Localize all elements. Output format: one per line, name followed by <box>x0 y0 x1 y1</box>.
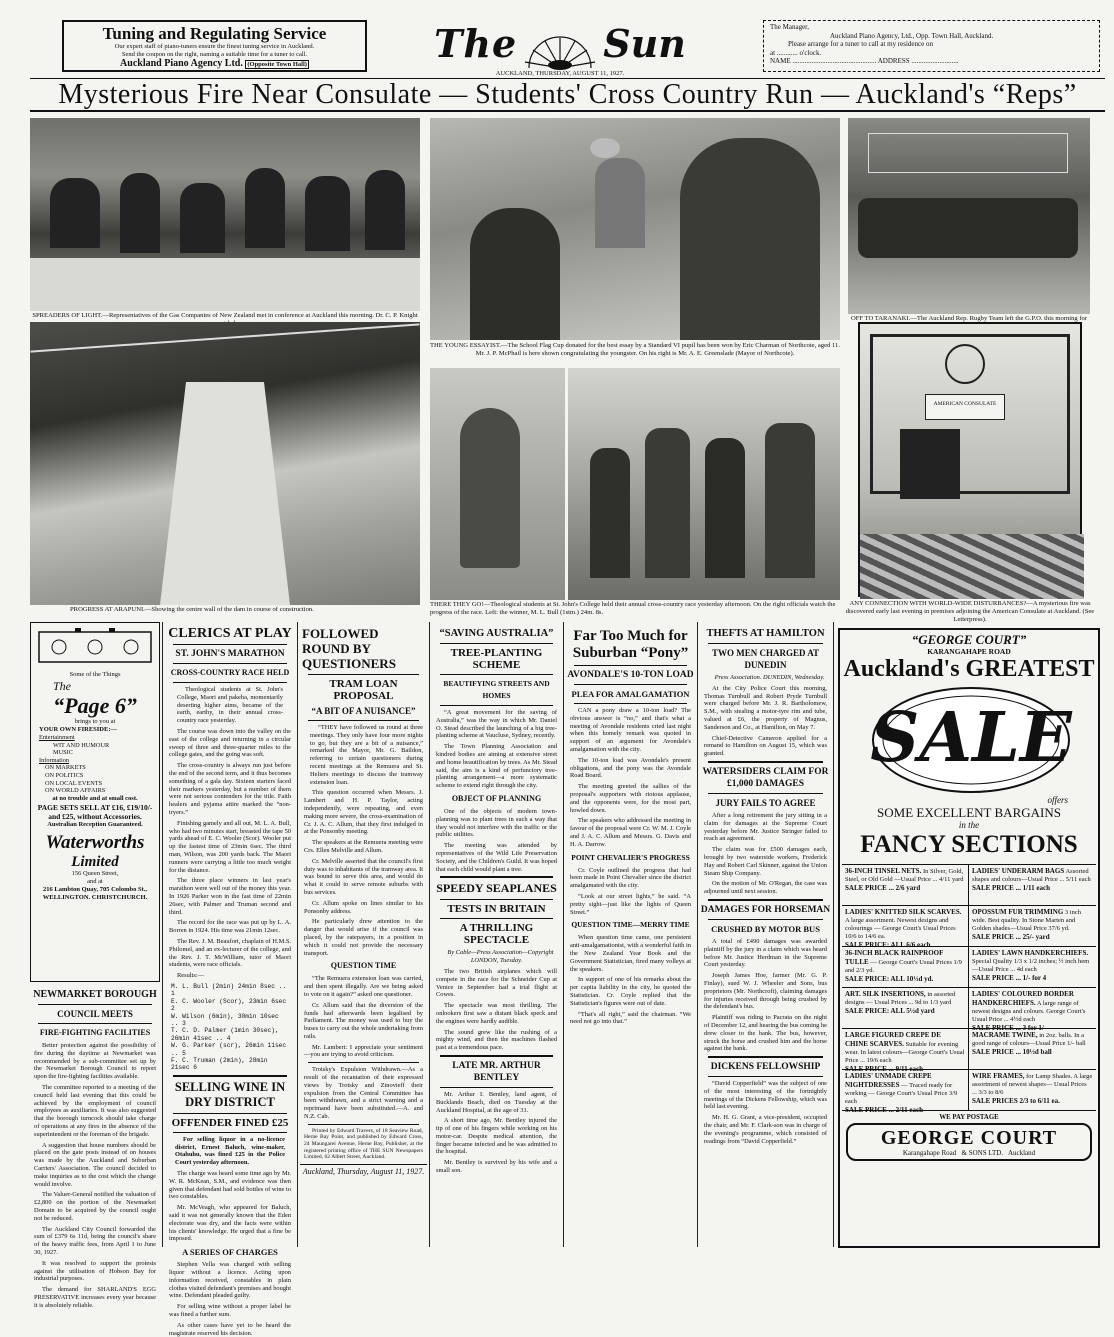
sun-emblem-icon <box>521 36 599 70</box>
column-rule <box>833 622 834 1247</box>
waterworths-addr1: 156 Queen Street, <box>71 869 119 877</box>
planning-subhead: OBJECT OF PLANNING <box>451 793 542 803</box>
gas-conference-photo <box>30 118 420 311</box>
ad-road: KARANGAHAPE ROAD <box>927 647 1011 656</box>
newmarket-egg-notice: The demand for SHARLAND'S EGG PRESERVATIVE increases every year because it is absolutely reliable. <box>34 1286 156 1309</box>
ad-item-price: SALE PRICE ... 3 for 1/- <box>972 1024 1047 1032</box>
saving-para: “A great movement for the saving of Australia,” was the way in which Mr. Daniel O. Stead described the launching of a big tree-planting scheme at Vaucluse, Sydney, recently. <box>436 709 557 740</box>
clerics-para: The cross-country is always run just before the end of the second term, and it thus becomes something of a gala day. Sixteen starters faced their markers yesterday, but a number of them were not serious contenders for the title. Faith healers and pyjama attire marked the “non-tryers.” <box>169 762 291 816</box>
result-row: F. C. Truman (2min), 28min 21sec 6 <box>171 1056 268 1072</box>
tuning-ad-line2: Send the coupon on the right, naming a suitable time for a tuner to call. <box>121 50 308 58</box>
page6-line-wit: WIT AND HUMOUR <box>53 741 110 749</box>
page6-line-local: ON LOCAL EVENTS <box>45 779 103 787</box>
chevalier-subhead: POINT CHEVALIER'S PROGRESS <box>571 852 690 862</box>
thefts-byline: Press Association. DUNEDIN, Wednesday. <box>714 674 825 681</box>
ad-item-desc: — George Court's Usual Prices 1/9 and 2/3 yd. <box>845 959 962 974</box>
thefts-para: At the City Police Court this morning, Thomas Turnbull and Robert Pryde Turnbull were charged before Mr. J. R. Bartholomew, S.M., with stealing a motor-tyre rim and tube, valued at £6, the property of Magnus, Sanderson and Co., at Hamilton, on May 7. <box>704 684 827 731</box>
ad-item-desc: Special Quality 1/3 x 1/2 inches; ½ inch hem —Usual Price ... 4d each <box>972 958 1090 973</box>
ad-item-price: SALE PRICE ... 2/11 each <box>845 1106 923 1114</box>
ad-item-name: WIRE FRAMES, <box>972 1072 1025 1080</box>
seaplanes-para: The sound grew like the rushing of a mighty wind, and then the machines flashed past at a tremendous pace. <box>436 1028 557 1052</box>
question-time-subhead: QUESTION TIME <box>330 961 397 971</box>
waterworths-addr2: and at <box>87 877 103 885</box>
ad-item-name: LADIES' UNMADE CREPE NIGHTDRESSES <box>845 1072 932 1089</box>
bentley-para: A short time ago, Mr. Bentley injured the tip of one of his fingers while working on his motor-car. Despite medical attention, the finger became infected and he was admitted to the hospital. <box>436 1117 557 1156</box>
newmarket-para: The committee reported to a meeting of the council held last evening that this could be achieved by the employment of council employees as auxiliaries. It was also suggested that the borough turncock should take charge of operations at any fires in the absence of the superintendent or the foreman of the brigade. <box>34 1083 156 1138</box>
newmarket-headline: NEWMARKET BOROUGH <box>33 989 157 1000</box>
ad-item-desc: Assorted shapes and colours—Usual Price ... 5/11 each <box>972 868 1091 883</box>
horseman-headline: DAMAGES FOR HORSEMAN <box>700 904 831 915</box>
dateline: AUCKLAND, THURSDAY, AUGUST 11, 1927. <box>495 70 625 77</box>
wine-para: As other cases have yet to be heard the magistrate reserved his decision. <box>169 1321 291 1337</box>
ad-offers: offers <box>1047 795 1068 805</box>
arapuni-dam-photo <box>30 322 420 605</box>
questioners-subhead2: “A BIT OF A NUISANCE” <box>311 706 416 716</box>
page6-line-information: Information <box>39 756 70 764</box>
pony-para: “That's all right,” said the chairman. “We need not go into that.” <box>570 1010 691 1026</box>
pony-para: “Look at our street lights,” he said. “A pretty sight—just like the lights of Queen Street.” <box>570 892 691 916</box>
ad-item-desc: A large assortment. Newest designs and colourings — George Court's Usual Prices 10/6 to 14/6 ea. <box>845 917 956 940</box>
ad-sale-word: SALE <box>870 698 1072 778</box>
questioners-para: Cr. Allum said that the diversion of the funds had afterwards been legalised by Parliament. The money was used to buy the buses to carry out the whole undertaking from rails. <box>304 1001 423 1040</box>
newmarket-subhead: COUNCIL MEETS <box>57 1009 133 1019</box>
merry-time-subhead: QUESTION TIME—MERRY TIME <box>571 920 690 930</box>
thefts-para: Chief-Detective Cameron applied for a remand to Hamilton on August 15, which was granted. <box>704 734 827 758</box>
waterworths-logo: Waterworths <box>45 831 145 853</box>
questioners-para: The speakers at the Remuera meeting were Crs. Ellen Melville and Allum. <box>304 839 423 854</box>
clerics-headline: CLERICS AT PLAY <box>168 626 292 641</box>
printer-imprint: Printed by Edward Travers, of 18 Seaview Road, Herne Bay Point, and published by Edward Cross, 24 Maungarei Avenue, Herne Bay, Publisher, at the registered printing office of THE SUN Newspapers Limited, 62 Albert Street, Auckland. <box>304 1127 423 1161</box>
results-label: Results:— <box>177 972 204 980</box>
coupon-name-label: NAME <box>770 57 791 65</box>
dickens-headline: DICKENS FELLOWSHIP <box>710 1062 821 1073</box>
saving-headline: “SAVING AUSTRALIA” <box>439 628 554 639</box>
pony-subhead: AVONDALE'S 10-TON LOAD <box>567 670 694 680</box>
page6-guarantee: Australian Reception Guaranteed. <box>47 820 143 828</box>
page6-line-world: ON WORLD AFFAIRS <box>45 787 106 795</box>
pony-para: In support of one of his remarks about the per capita liability in the city, he quoted the Statistician. Cr. Coyle replied that the Statistician's figures were out of date. <box>570 976 691 1007</box>
ad-item <box>842 947 969 988</box>
saving-subhead2: BEAUTIFYING STREETS AND HOMES <box>443 679 550 700</box>
page6-line-entertainment: Entertainment <box>39 734 75 741</box>
ad-item <box>842 1070 969 1114</box>
watersiders-para: On the motion of Mr. O'Regan, the case was adjourned until next session. <box>704 880 827 896</box>
pony-para: The meeting greeted the sallies of the proposal's supporters with riotous applause, and the opponents were, for the most part, howled down. <box>570 783 691 814</box>
ad-item-desc: 3 inch wide. Best quality. In Stone Marten and Golden shades—Usual Price 37/6 yd. <box>972 909 1081 932</box>
newmarket-subhead2: FIRE-FIGHTING FACILITIES <box>39 1028 151 1037</box>
clerics-para: Finishing gamely and all out, M. L. A. Bull, who had two minutes start, breasted the tape 50 yards ahead of E. C. Wooler (Scor). Wooler put up the fastest time of 23min 6sec. The third man, Wilson, was 200 yards back. The Maori runners were carrying a little too much weight for the distance. <box>169 819 291 874</box>
wine-para: For selling wine without a proper label he was fined a further sum. <box>169 1303 291 1318</box>
ad-item-name: LADIES' LAWN HANDKERCHIEFS. <box>972 949 1089 957</box>
wine-subhead: OFFENDER FINED £25 <box>171 1116 289 1129</box>
ad-footer-logo <box>846 1123 1092 1161</box>
ad-item-price: SALE PRICE ... 1/- for 4 <box>972 974 1047 982</box>
newmarket-para: The Valuer-General notified the valuation of £2,800 on the portion of the Newmarket Domain to be acquired by the council ought not be reduced. <box>34 1191 156 1222</box>
waterworths-limited: Limited <box>71 853 119 870</box>
newmarket-para: It was resolved to support the protests against the utilisation of Hobson Bay for industrial purposes. <box>34 1259 156 1283</box>
ad-item-desc: A large range of newest designs and colours. George Court's Usual Price ... 4½d each <box>972 1000 1086 1023</box>
page6-the: The <box>53 679 71 693</box>
dickens-para: “David Copperfield” was the subject of one of the most interesting of the fortnightly meetings of the Dickens Fellowship, which was held last evening. <box>704 1080 827 1111</box>
ad-bargains: SOME EXCELLENT BARGAINS <box>877 805 1061 820</box>
dickens-para: Mr. H. G. Grant, a vice-president, occupied the chair, and Mr. F. Clark-son was in charge of the evening's programme, which consisted of readings from “David Copperfield.” <box>704 1114 827 1145</box>
ad-fancy-sections: FANCY SECTIONS <box>860 831 1078 858</box>
column-clerics-wine <box>165 622 295 1337</box>
result-row: M. L. Bull (2min) 24min 8sec .. 1 <box>171 982 287 998</box>
ad-item-name: MACRAME TWINE, <box>972 1031 1038 1039</box>
ad-item <box>969 988 1096 1032</box>
ad-item-price: SALE PRICE: ALL 5½d yard <box>845 1007 935 1015</box>
pony-para: When question time came, one persistent anti-amalgamationist, with a wonderful faith in the New Zealand Year Book and the Government Statistician, fired many volleys at the speakers. <box>570 934 691 973</box>
watersiders-headline: WATERSIDERS CLAIM FOR £1,000 DAMAGES <box>702 766 829 789</box>
ad-item-price: SALE PRICE: ALL 6/6 each <box>845 941 931 949</box>
ad-item <box>842 906 969 947</box>
result-row: W. G. Parker (scr), 26min 11sec .. 5 <box>171 1042 287 1057</box>
questioners-para: Cr. Allum spoke on lines similar to his Ponsonby address. <box>304 899 423 915</box>
waterworths-addr3: 216 Lambton Quay, 705 Colombo St., <box>42 885 148 893</box>
seaplanes-byline: By Cable—Press Association—Copyright LONDON, Tuesday. <box>447 949 554 965</box>
arapuni-caption: PROGRESS AT ARAPUNI.—Showing the centre wall of the dam in course of construction. <box>70 606 314 613</box>
ad-item <box>842 1029 969 1073</box>
ad-item <box>842 988 969 1029</box>
paper-title-the: The <box>434 21 518 66</box>
result-row: W. Wilson (6min), 30min 10sec .. 3 <box>171 1012 279 1027</box>
thefts-headline: THEFTS AT HAMILTON <box>706 628 825 639</box>
essay-caption: THE YOUNG ESSAYIST.—The School Flag Cup donated for the best essay by a Standard VI pupil has been won by Eric Charman of Northcote, aged 11. Mr. J. P. McPhail is here shown congratulating the youngster. On his right is Mr. A. E. Greenslade (Mayor of Northcote). <box>430 342 840 357</box>
wine-headline: SELLING WINE IN DRY DISTRICT <box>174 1079 286 1109</box>
ad-item <box>969 1070 1096 1111</box>
saving-para: One of the objects of modern town-planning was to plant trees in such a way that they would not interfere with the traffic or the public utilities. <box>436 807 557 839</box>
ad-item-desc: Suitable for evening wear. In latest colours—George Court's Usual Price ... 19/6 each <box>845 1041 965 1064</box>
ad-item-price: SALE PRICES 2/3 to 6/11 ea. <box>972 1097 1060 1105</box>
column-rule <box>297 622 298 1247</box>
pony-headline: Far Too Much for Suburban “Pony” <box>572 628 689 661</box>
ad-item <box>842 865 969 906</box>
ad-footer-city: Auckland <box>1007 1149 1036 1157</box>
fire-caption: ANY CONNECTION WITH WORLD-WIDE DISTURBANCES?—A mysterious fire was discovered early last evening in premises adjoining the American Consulate at Auckland. (See Letterpress). <box>845 600 1095 623</box>
page6-line-politics: ON POLITICS <box>45 771 84 779</box>
column-thefts-hamilton <box>700 622 831 1247</box>
horseman-subhead: CRUSHED BY MOTOR BUS <box>711 923 820 934</box>
ad-brand: “GEORGE COURT” <box>911 632 1027 647</box>
paper-title-sun: Sun <box>603 21 686 66</box>
waterworths-addr4: WELLINGTON. CHRISTCHURCH. <box>42 893 148 901</box>
ad-postage: WE PAY POSTAGE <box>939 1114 999 1121</box>
ad-item-price: SALE PRICE: ALL 10½d yd. <box>845 975 934 983</box>
main-headline: Mysterious Fire Near Consulate — Students' Cross Country Run — Auckland's “Reps” <box>58 79 1077 110</box>
watersiders-para: After a long retirement the jury sitting in a claim for damages at the Supreme Court yesterday before Mr. Justice Stringer failed to reach an agreement. <box>704 811 827 843</box>
bentley-para: Mr. Bentley is survived by his wife and a small son. <box>436 1159 557 1175</box>
page6-intro: Some of the Things <box>69 671 121 678</box>
coupon-to: The Manager, <box>770 23 809 31</box>
paper-title <box>425 22 695 68</box>
column-questioners <box>300 622 427 1247</box>
questioners-headline: FOLLOWED ROUND BY QUESTIONERS <box>302 626 396 671</box>
cross-country-photo <box>430 368 840 600</box>
ad-item-name: LADIES' KNITTED SILK SCARVES. <box>845 908 962 916</box>
questioners-para: Cr. Melville asserted that the council's first duty was to inhabitants of the tramway area. It was bound to serve this area, and would do what it could to serve remote suburbs with bus services. <box>304 857 423 896</box>
clerics-intro: Theological students at St. John's College, Maori and pakeha, momentarily deserting higher aims, became of the earth, earthy, in their annual cross-country race yesterday. <box>177 686 283 725</box>
coupon-address-line: Auckland Piano Agency, Ltd., Opp. Town Hall, Auckland. <box>830 31 994 40</box>
tuning-ad <box>62 20 367 72</box>
trotsky-note: Trotsky's Expulsion Withdrawn.—As a result of the recantation of their expressed views by Trotsky and Zinovieff their expulsion from the Central Committee has been withdrawn, and a strict warning and a reprimand have been substituted.—A. and N.Z. Cab. <box>304 1066 423 1121</box>
jury-subhead: JURY FAILS TO AGREE <box>715 797 816 808</box>
column-rule <box>697 622 698 1247</box>
essayist-photo <box>430 118 840 340</box>
ad-item <box>969 906 1096 947</box>
ad-item-desc: for Lamp Shades. A large assortment of newest shapes— Usual Prices ... 3/3 to 8/6 <box>972 1073 1093 1096</box>
coupon-request: Please arrange for a tuner to call at my residence on <box>788 40 933 48</box>
newmarket-para: A suggestion that house numbers should be placed on the gate posts instead of on houses was made by the Auckland and Suburban Carriers' Association. The council decided to make inquiries as to the cost which the change would involve. <box>34 1141 156 1188</box>
saving-para: The meeting was attended by representatives of the Wild Life Preservation Society, and the Children's Guild. It was hoped that each child would plant a tree. <box>436 842 557 873</box>
ad-greatest: Auckland's GREATEST <box>843 656 1095 682</box>
pony-para: The speakers who addressed the meeting in favour of the proposal were Cr. W. M. J. Coyle and J. A. C. Allum and Messrs. G. Davis and H. A. Darrow. <box>570 817 691 848</box>
horseman-para: Joseph James Hoe, farmer (Mr. G. P. Finlay), sued W. J. Wheeler and Sons, bus proprietors (Mr. Northcroft), claiming damages for injuries received through being crushed by the defendant's bus. <box>704 972 827 1011</box>
tuning-ad-line1: Our expert staff of piano-tuners ensure the finest tuning service in Auckland. <box>114 43 315 50</box>
ad-item-name: LADIES' UNDERARM BAGS <box>972 867 1065 875</box>
column-rule <box>563 622 564 1247</box>
page6-line-markets: ON MARKETS <box>45 764 86 772</box>
column-suburban-pony <box>566 622 695 1247</box>
ad-item-name: 36-INCH BLACK RAINPROOF TULLE <box>845 949 944 966</box>
horseman-para: Plaintiff was riding to Pacrata on the night of December 12, and hearing the bus coming he drew closer to the bank. The bus, however, struck the horse and crushed him and the horse against the bank. <box>704 1014 827 1053</box>
column-saving-australia <box>432 622 561 1247</box>
ad-item-desc: — Traced ready for working — George Court's Usual Price 3/9 each <box>845 1082 958 1105</box>
page-footer-date: Auckland, Thursday, August 11, 1927. <box>300 1164 427 1176</box>
questioners-para: Mr. Lambert: I appreciate your sentiment—you are trying to avoid criticism. <box>304 1043 423 1059</box>
consulate-fire-photo <box>858 322 1082 597</box>
ad-in-the: in the <box>958 820 980 830</box>
ad-item-name: ART. SILK INSERTIONS, <box>845 990 926 998</box>
clerics-para: The course was down into the valley on the east of the college and returning in a circular sweep of three and three-quarter miles to the college gates, and the going was soft. <box>169 727 291 759</box>
ad-item <box>969 865 1096 906</box>
wine-intro: For selling liquor in a no-licence district, Ernest Baluch, wine-maker, Otahuhu, was fined £25 in the Police Court yesterday afternoon. <box>175 1135 285 1167</box>
newmarket-para: The Auckland City Council forwarded the sum of £379 6s 11d, being the council's share of the heavy traffic fees, from April 1 to June 30, 1927. <box>34 1225 156 1256</box>
ad-footer-sons: & SONS LTD. <box>961 1149 1004 1157</box>
column-page6-newmarket <box>30 622 160 1309</box>
page6-fireside: YOUR OWN FIRESIDE:— <box>39 726 118 733</box>
ad-item-name: LARGE FIGURED CREPE DE CHINE SCARVES. <box>845 1031 941 1048</box>
ad-item-price: SALE PRICE ... 1/11 each <box>972 884 1050 892</box>
ad-item <box>969 947 1096 988</box>
gas-caption: SPREADERS OF LIGHT.—Representatives of the Gas Companies of New Zealand met in conference at Auckland this morning. Dr. C. P. Knight <box>32 312 418 319</box>
wine-para: The charge was heard some time ago by Mr. W. R. McKean, S.M., and evidence was then given that defendant had sold bottles of wine to two constables. <box>169 1169 291 1201</box>
ad-items-grid <box>842 864 1096 1114</box>
seaplanes-para: The spectacle was most thrilling. The onlookers first saw a distant black speck and the engines were hardly audible. <box>436 1002 557 1025</box>
ad-item <box>969 1029 1096 1070</box>
questioners-para: “The Remuera extension loan was carried, and then spent illegally. Are we being asked to vote on it again?” asked one questioner. <box>304 975 423 998</box>
tuning-ad-title: Tuning and Regulating Service <box>102 24 327 43</box>
coupon-address-label: ADDRESS <box>877 57 910 65</box>
seaplanes-para: The two British airplanes which will compete in the race for the Schneider Cup at Venice in September had a trial flight at Cowes. <box>436 967 557 999</box>
result-row: T. C. D. Palmer (1min 30sec), 26min 41sec .. 4 <box>171 1027 279 1042</box>
ad-footer-road: Karangahape Road <box>902 1149 957 1157</box>
questioners-para: This question occurred when Messrs. J. Lambert and H. P. Taylor, acting independently, were repeating, and even making more severe, the cross-examination of Cr. J. A. C. Allum, that they first indulged in at the Ponsonby meeting. <box>304 789 423 836</box>
wine-subhead3: A SERIES OF CHARGES <box>182 1247 278 1258</box>
thefts-subhead: TWO MEN CHARGED AT DUNEDIN <box>711 648 820 670</box>
pony-para: The 10-ton load was Avondale's present obligations, and the pony was the Avondale Road Board. <box>570 756 691 780</box>
page6-ad <box>30 622 160 982</box>
page6-price: PAGE SETS SELL AT £16, £19/10/- and £25, without Accessories. <box>37 802 153 821</box>
clerics-para: The Rev. J. M. Beaufort, chaplain of H.M.S. Philomel, and an ex-lecturer of the college, and the Rev. J. T. McWilliam, tutor of Maori students, were race officials. <box>169 937 291 969</box>
questioners-para: He particularly drew attention to the danger that would arise if the council was placed, by the ratepayers, in a position in which it could not provide the necessary transport. <box>304 918 423 957</box>
bentley-headline: LATE MR. ARTHUR BENTLEY <box>452 1060 541 1083</box>
ad-item-name: OPOSSUM FUR TRIMMING <box>972 908 1064 916</box>
page6-cost: at no trouble and at small cost. <box>52 794 138 802</box>
bentley-para: Mr. Arthur I. Bentley, land agent, of Bucklands Beach, died on Tuesday at the Auckland Hospital, at the age of 31. <box>436 1090 557 1114</box>
ad-item-name: 36-INCH TINSEL NETS. <box>845 867 922 875</box>
seaplanes-subhead: TESTS IN BRITAIN <box>447 903 546 916</box>
ad-item-desc: in 2oz. balls. In a good range of colours—Usual Price 1/- ball <box>972 1032 1086 1047</box>
ad-item-desc: In Silver, Gold, Steel, or Old Gold —Usual Price ... 4/11 yard <box>845 868 964 883</box>
rugby-team-photo <box>848 118 1090 314</box>
saving-subhead: TREE-PLANTING SCHEME <box>450 647 543 671</box>
pony-para: Cr. Coyle outlined the progress that had been made in Point Chevalier since the district amalgamated with the city. <box>570 866 691 890</box>
wine-para: Stephen Vella was charged with selling liquor without a licence. Acting upon information received, constables in plain clothes visited defendant's premises and bought wine. Defendant pleaded guilty. <box>169 1261 291 1300</box>
questioners-subhead: TRAM LOAN PROPOSAL <box>329 678 398 702</box>
consulate-sign: AMERICAN CONSULATE <box>925 394 1005 420</box>
seaplanes-headline: SPEEDY SEAPLANES <box>436 881 557 896</box>
coupon-time: at ............ o'clock. <box>770 48 822 57</box>
horseman-para: A total of £490 damages was awarded plaintiff by the jury in a claim which was heard before Mr. Justice Herdman in the Supreme Court yesterday. <box>704 937 827 969</box>
rugby-caption: OFF TO TARANAKI.—The Auckland Rep. Rugby Team left the G.P.O. this morning for <box>850 315 1088 322</box>
clerics-para: The record for the race was put up by L. A. Borren in 1924. His time was 21min 12sec. <box>169 919 291 935</box>
ad-footer-brand: GEORGE COURT <box>880 1127 1058 1149</box>
ad-item-price: SALE PRICE ... 9/11 each <box>845 1065 923 1073</box>
watersiders-para: The claim was for £500 damages each, brought by two waterside workers, Frederick Hay and Robert Carl Skinner, against the Union Steam Ship Company. <box>704 846 827 877</box>
headline-rule <box>30 110 1105 112</box>
run-caption: THERE THEY GO!—Theological students at St. John's College held their annual cross-country race yesterday afternoon. On the right officials watch the progress of the race. Left: the winner, M. L. Bull (1stm.) 24m. 8s. <box>430 601 836 616</box>
column-rule <box>162 622 163 1247</box>
result-row: E. C. Wooler (Scor), 23min 6sec 2 <box>171 997 287 1013</box>
pony-intro: CAN a pony draw a 10-ton load? The obvious answer is “no,” and that's what a meeting of Avondale residents cried last night when this homely remark was quoted in support of an argument for Avondale's amalgamation with the city. <box>570 707 691 753</box>
page6-title: “Page 6” <box>53 693 137 718</box>
tuning-ad-company: Auckland Piano Agency Ltd. <box>120 58 243 69</box>
saving-para: The Town Planning Association and kindred bodies are aiming at extensive street and home beautification by trees. As Mr. Stead said, the aim is a kind of perfunctory tree-planting arrangement—a more systematic scheme to extend right through the city. <box>436 743 557 790</box>
clerics-para: The three place winners in last year's marathon were well out of the money this year. In 1926 Parker won in the fast time of 22min 26sec, with Palmer and Truman second and third. <box>169 877 291 916</box>
tuning-ad-opposite: (Opposite Town Hall) <box>247 61 307 68</box>
column-rule <box>429 622 430 1247</box>
clerics-subhead: ST. JOHN'S MARATHON <box>175 649 285 659</box>
ad-item-name: LADIES' COLOURED BORDER HANDKERCHIEFS. <box>972 990 1074 1007</box>
ad-item-price: SALE PRICE ... 10½d ball <box>972 1048 1052 1056</box>
clerics-subhead2: CROSS-COUNTRY RACE HELD <box>170 668 290 677</box>
page6-line-music: MUSIC <box>53 749 73 757</box>
ad-item-price: SALE PRICE ... 2/6 yard <box>845 884 921 892</box>
ad-item-price: SALE PRICE ... 25/- yard <box>972 933 1050 941</box>
seaplanes-subhead2: A THRILLING SPECTACLE <box>459 922 534 947</box>
ad-item-desc: in assorted designs — Usual Prices ... 9d to 1/3 yard <box>845 991 956 1006</box>
tuner-coupon[interactable]: The Manager, Auckland Piano Agency, Ltd., Opp. Town Hall, Auckland. Please arrange for a tuner to call at my residence on at ............ o'clock. NAME ................................................ ADDRESS ........................... <box>763 20 1100 72</box>
page6-brings: brings to you at <box>74 718 116 725</box>
radio-set-icon <box>35 626 155 666</box>
wine-para: Mr. McVeagh, who appeared for Baluch, said it was not generally known that the Eden electorate was dry, and the facts were within his clients' knowledge. He urged that a fine be imposed. <box>169 1204 291 1243</box>
george-court-ad <box>838 628 1100 1248</box>
newmarket-para: Better protection against the possibility of fire during the daytime at Newmarket was recommended by a sub-committee set up by the Newmarket Borough Council to report upon the fire-fighting facilities available. <box>34 1042 156 1081</box>
questioners-intro: “THEY have followed us round at three meetings. They only have four more nights to go, but they are a bit of a nuisance,” remarked the Mayor, Mr. G. Baildon, referring to certain questioners during recent meetings at the Remuera and St. Heliers meetings to discuss the tramway extension loan. <box>310 724 423 786</box>
pony-subhead2: PLEA FOR AMALGAMATION <box>571 689 690 699</box>
